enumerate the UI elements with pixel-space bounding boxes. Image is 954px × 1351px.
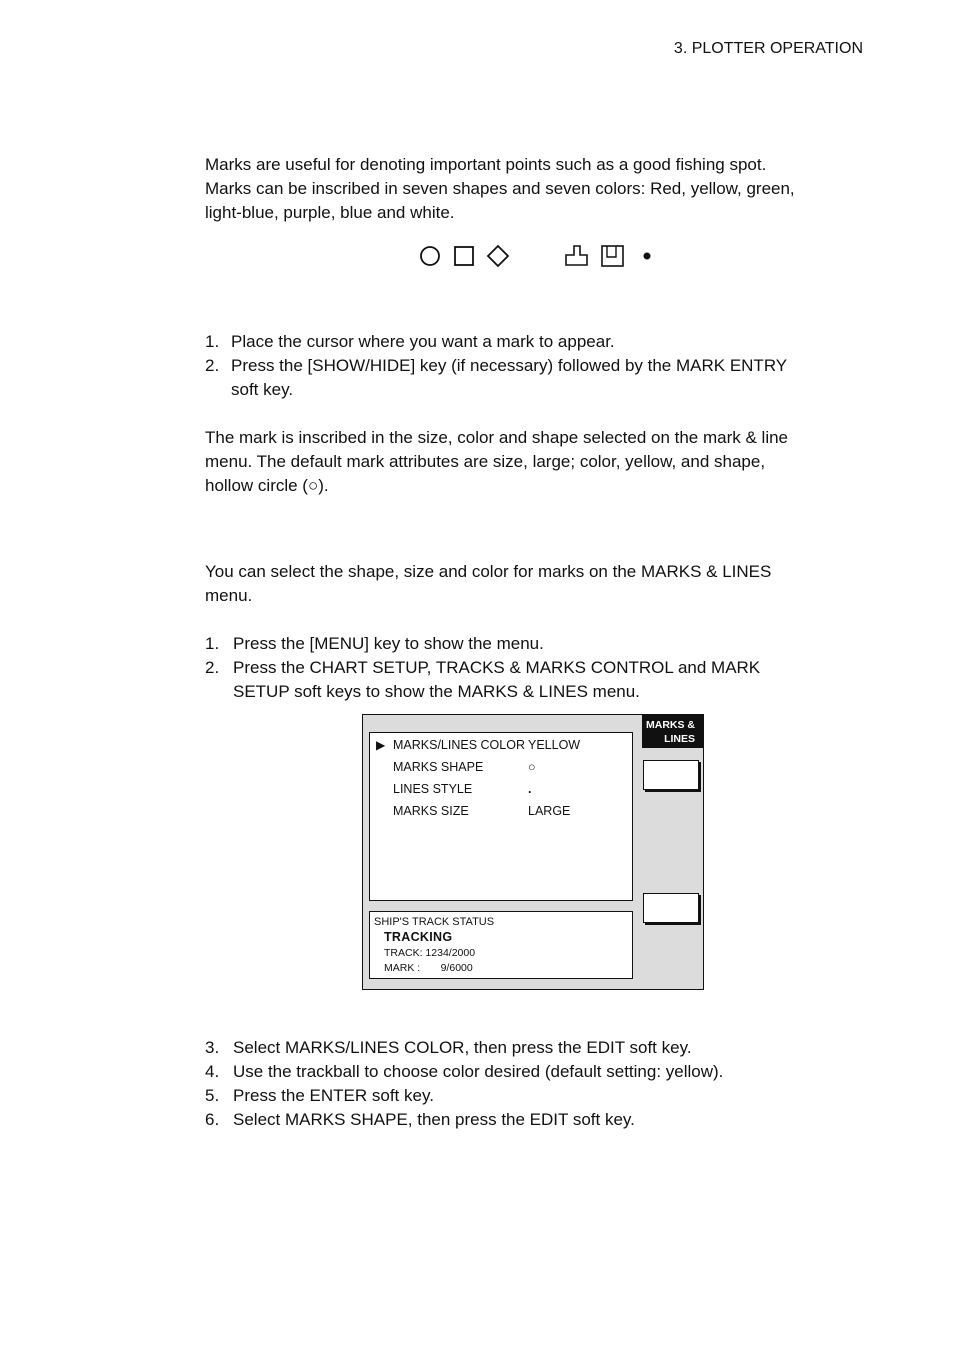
status-track: TRACK: 1234/2000 (384, 947, 476, 959)
list-item: 1. Press the [MENU] key to show the menu. (205, 634, 544, 653)
menu-item-label: MARKS SIZE (393, 804, 469, 818)
list-item: 5. Press the ENTER soft key. (205, 1086, 434, 1105)
menu-item-marks-size[interactable] (370, 801, 632, 821)
selector-arrow-icon: ▶ (376, 738, 386, 752)
list-item: 3. Select MARKS/LINES COLOR, then press the EDIT soft key. (205, 1038, 692, 1057)
list-item: 1. Place the cursor where you want a mark to appear. (205, 332, 615, 351)
entry-note-paragraph (205, 426, 850, 498)
intro-line: light-blue, purple, blue and white. (205, 203, 455, 222)
menu-item-value: . (528, 782, 532, 796)
list-item: 4. Use the trackball to choose color desired (default setting: yellow). (205, 1062, 724, 1081)
dot-icon (644, 253, 651, 260)
track-status-box (369, 911, 633, 979)
status-mark: MARK : 9/6000 (384, 962, 473, 974)
menu-item-value: YELLOW (528, 738, 581, 752)
select-intro-paragraph (205, 560, 850, 608)
menu-item-label: LINES STYLE (393, 782, 473, 796)
mark-shapes-svg (418, 243, 658, 269)
list-item: 2. Press the [SHOW/HIDE] key (if necessary) followed by the MARK ENTRY soft key. (205, 356, 788, 399)
boxed-flag-icon (602, 246, 623, 266)
select-intro-line: You can select the shape, size and color for marks on the MARKS & LINES (205, 562, 772, 581)
menu-item-marks-shape[interactable] (370, 757, 632, 777)
flag-icon (566, 246, 587, 265)
menu-list (369, 732, 633, 901)
intro-line: Marks are useful for denoting important points such as a good fishing spot. (205, 155, 767, 174)
intro-paragraph (205, 153, 850, 225)
circle-icon (421, 247, 439, 265)
note-line: hollow circle (○). (205, 476, 329, 495)
menu-item-value: LARGE (528, 804, 571, 818)
intro-line: Marks can be inscribed in seven shapes and seven colors: Red, yellow, green, (205, 179, 795, 198)
diamond-icon (488, 246, 508, 266)
page-header: 3. PLOTTER OPERATION (673, 40, 863, 57)
list-item: 6. Select MARKS SHAPE, then press the EDIT soft key. (205, 1110, 635, 1129)
list-item: 2. Press the CHART SETUP, TRACKS & MARKS CONTROL and MARK SETUP soft keys to show the MARKS & LINES menu. (205, 658, 761, 701)
menu-item-marks-lines-color[interactable] (370, 735, 632, 755)
status-state: TRACKING (384, 930, 453, 944)
status-heading: SHIP'S TRACK STATUS (374, 916, 495, 928)
select-intro-line: menu. (205, 586, 253, 605)
soft-key-2[interactable] (643, 893, 699, 923)
note-line: menu. The default mark attributes are size, large; color, yellow, and shape, (205, 452, 766, 471)
mark-shapes-figure (418, 243, 658, 269)
soft-key-1[interactable] (643, 760, 699, 790)
menu-item-lines-style[interactable] (370, 779, 632, 799)
softkey-title-marks-lines: MARKS & LINES (642, 715, 704, 748)
select-steps-a (205, 632, 850, 704)
mark-entry-steps (205, 330, 850, 402)
menu-item-label: MARKS SHAPE (393, 760, 484, 774)
square-icon (455, 247, 473, 265)
select-steps-b (205, 1036, 850, 1132)
note-line: The mark is inscribed in the size, color and shape selected on the mark & line (205, 428, 789, 447)
menu-item-label: MARKS/LINES COLOR (393, 738, 525, 752)
menu-item-value: ○ (528, 760, 536, 774)
